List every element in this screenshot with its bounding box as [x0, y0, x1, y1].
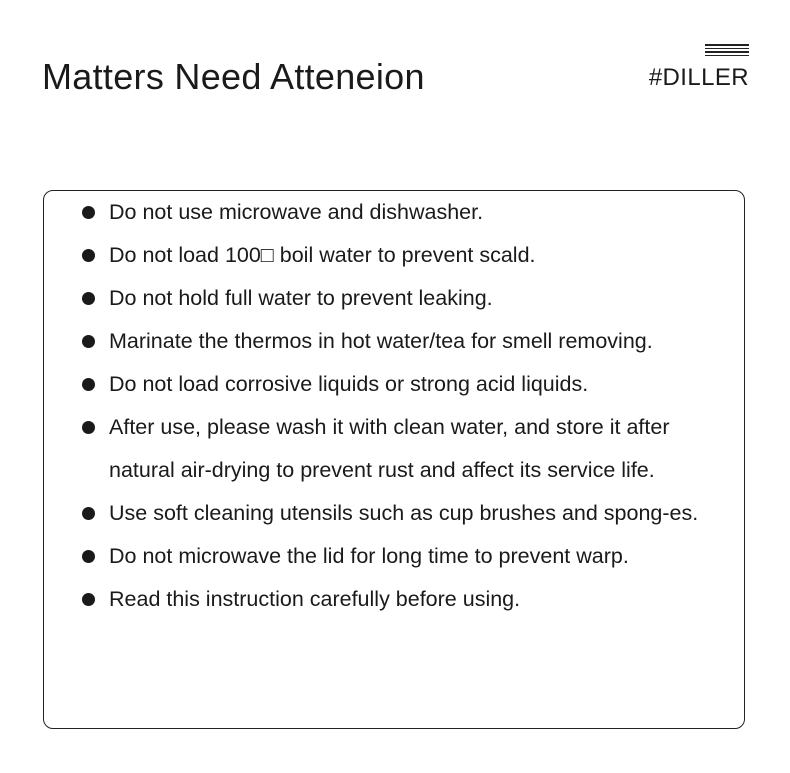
list-item-text: Do not load corrosive liquids or strong acid liquids.: [109, 372, 589, 396]
list-item-text: Do not microwave the lid for long time to prevent warp.: [109, 544, 629, 568]
list-item: [82, 535, 727, 578]
list-item: [82, 406, 727, 492]
list-item-text: Use soft cleaning utensils such as cup brushes and spong-es.: [109, 501, 699, 525]
list-item-text: After use, please wash it with clean water, and store it after natural air-drying to prevent rust and affect its service life.: [109, 415, 670, 482]
list-item-text: Do not hold full water to prevent leaking.: [109, 286, 493, 310]
bullet-icon: [82, 507, 95, 520]
list-item-text: Marinate the thermos in hot water/tea for smell removing.: [109, 329, 653, 353]
list-item-text: Do not load 100□ boil water to prevent scald.: [109, 243, 536, 267]
brand-lines-icon: [705, 44, 749, 56]
bullet-icon: [82, 421, 95, 434]
list-item: [82, 578, 727, 621]
notice-list: [82, 191, 727, 621]
notice-box: [43, 190, 745, 729]
page-title: Matters Need Atteneion: [42, 56, 425, 97]
brand-name: #DILLER: [648, 64, 749, 92]
brand-logo: [649, 44, 749, 91]
list-item: [82, 320, 727, 363]
list-item: [82, 191, 727, 234]
bullet-icon: [82, 593, 95, 606]
list-item-text: Do not use microwave and dishwasher.: [109, 200, 484, 224]
bullet-icon: [82, 550, 95, 563]
list-item: [82, 363, 727, 406]
bullet-icon: [82, 206, 95, 219]
bullet-icon: [82, 335, 95, 348]
bullet-icon: [82, 292, 95, 305]
list-item-text: Read this instruction carefully before using.: [109, 587, 521, 611]
list-item: [82, 234, 727, 277]
list-item: [82, 277, 727, 320]
bullet-icon: [82, 378, 95, 391]
list-item: [82, 492, 727, 535]
bullet-icon: [82, 249, 95, 262]
